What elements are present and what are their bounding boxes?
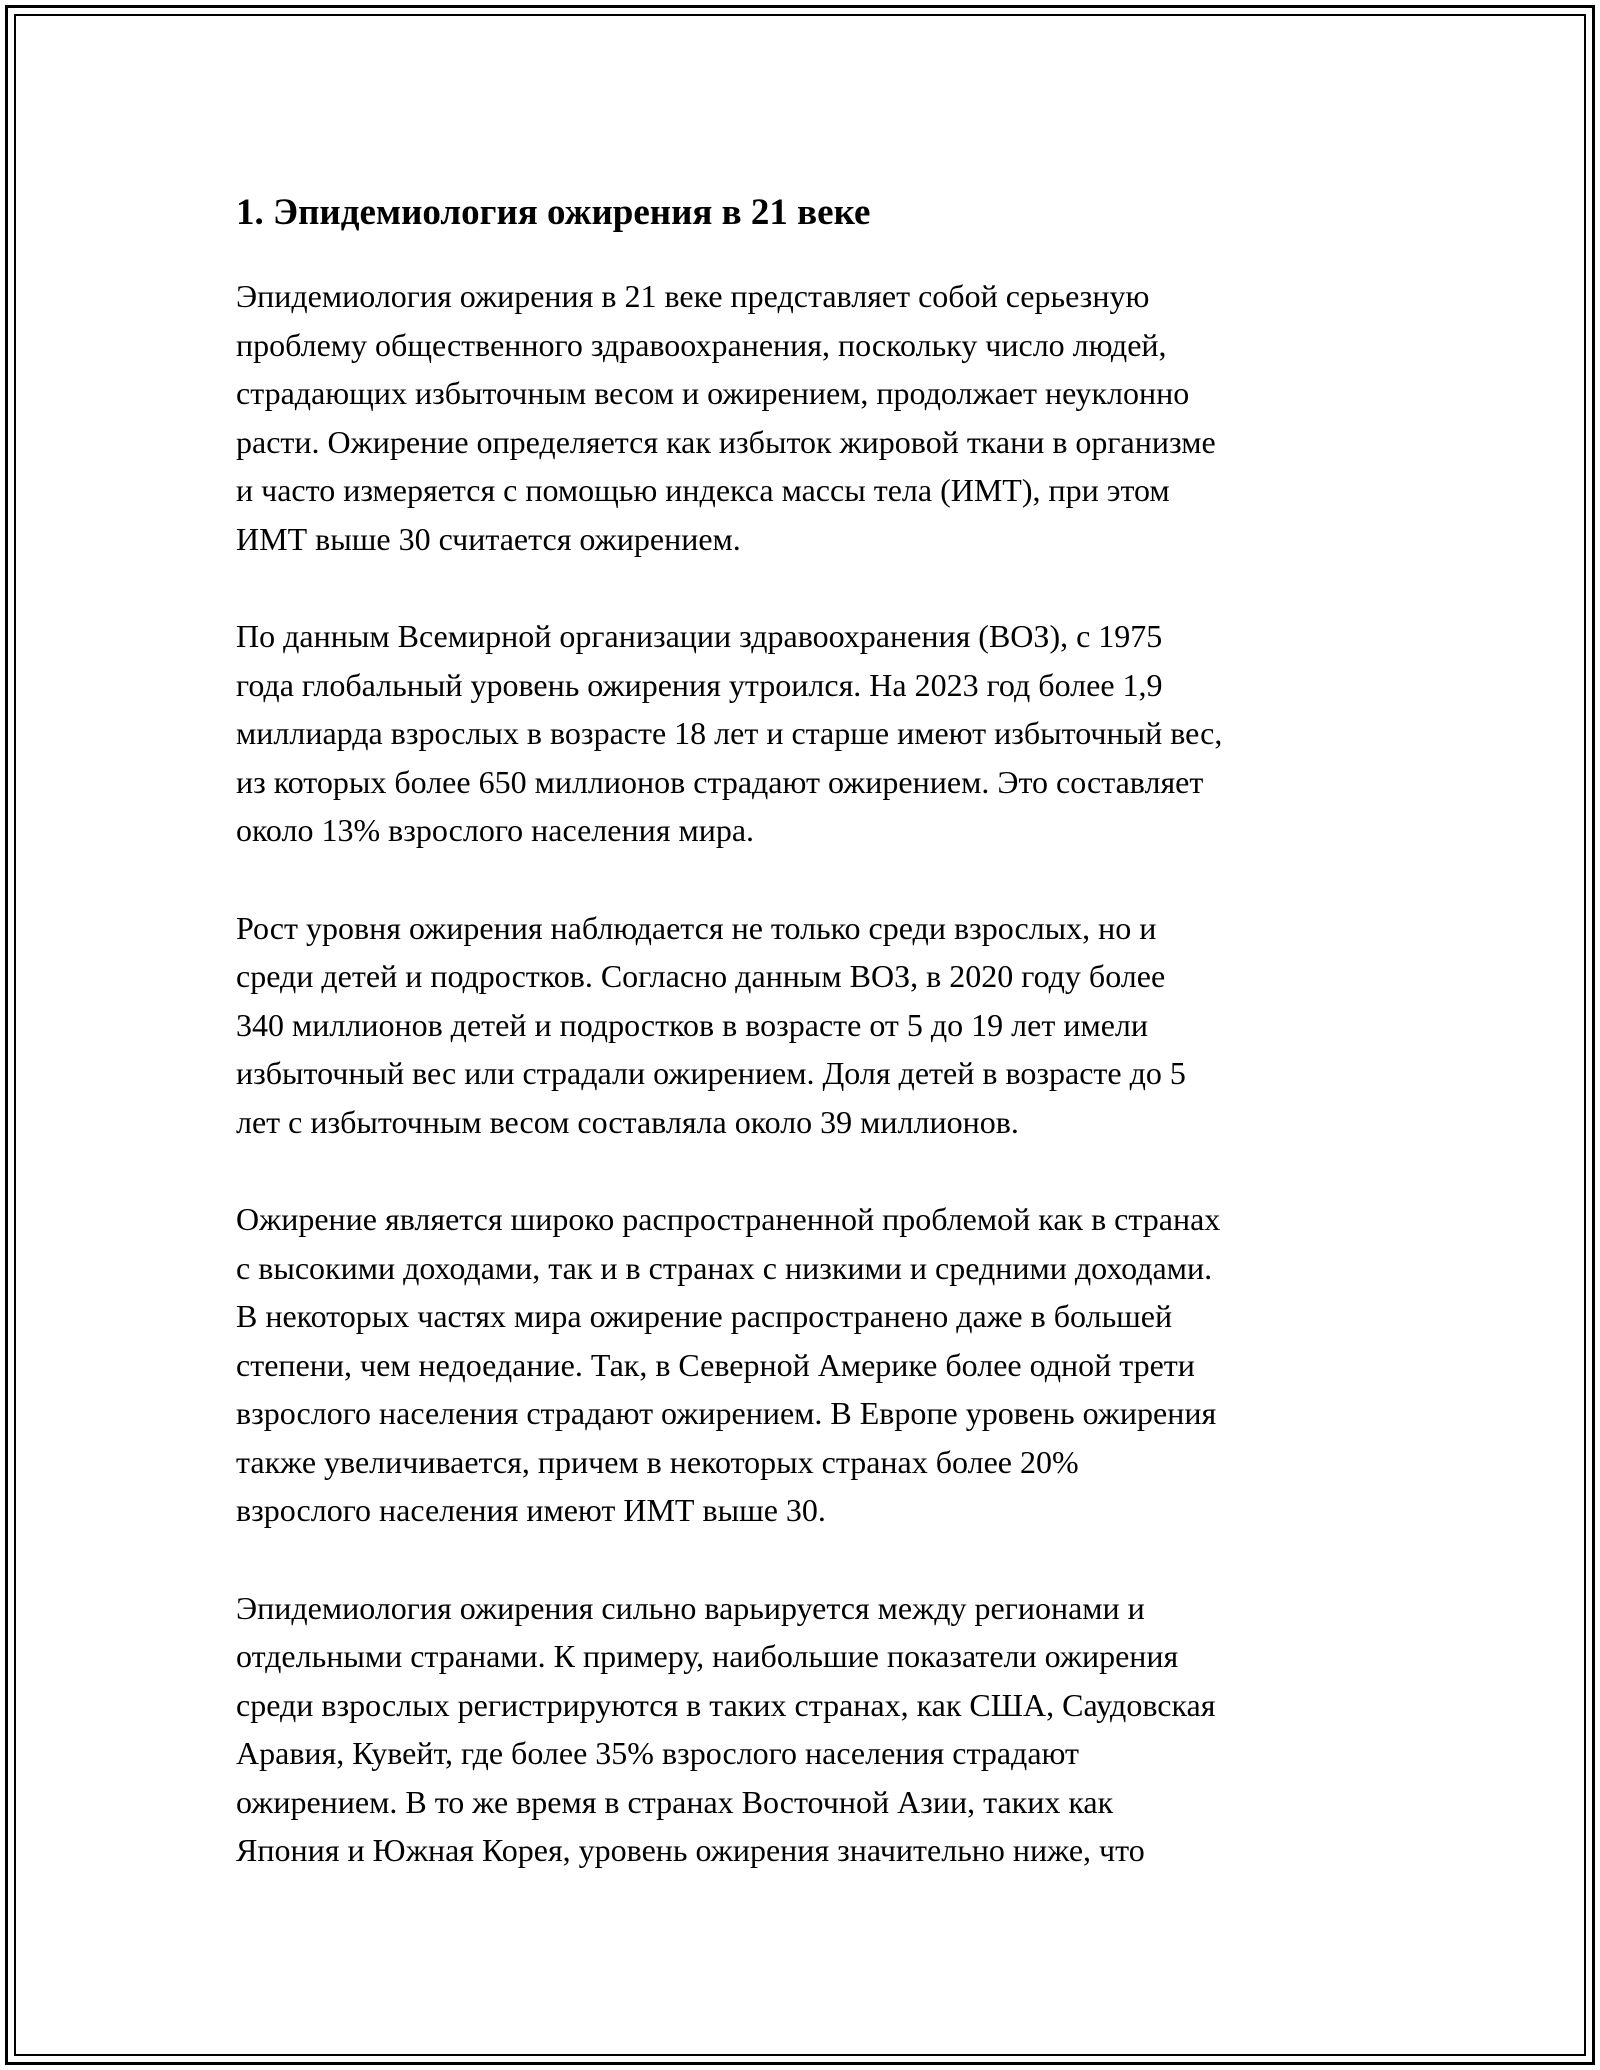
text-line: Аравия, Кувейт, где более 35% взрослого населения страдают [236, 1735, 1079, 1771]
text-line: 340 миллионов детей и подростков в возрасте от 5 до 19 лет имели [236, 1006, 1148, 1043]
text-line: года глобальный уровень ожирения утроился. На 2023 год более 1,9 [236, 666, 1163, 703]
paragraph-3 [236, 904, 1376, 1147]
paragraph-5 [236, 1584, 1376, 1875]
text-line: также увеличивается, причем в некоторых странах более 20% [236, 1443, 1079, 1480]
paragraph-4 [236, 1195, 1376, 1535]
section-heading: 1. Эпидемиология ожирения в 21 веке [236, 192, 871, 233]
text-line: страдающих избыточным весом и ожирением, продолжает неуклонно [236, 375, 1190, 411]
document-body [236, 188, 1376, 1924]
text-line: Рост уровня ожирения наблюдается не только среди взрослых, но и [236, 909, 1157, 946]
text-line: По данным Всемирной организации здравоохранения (ВОЗ), с 1975 [236, 618, 1163, 654]
text-line: степени, чем недоедание. Так, в Северной Америке более одной трети [236, 1346, 1195, 1383]
text-line: взрослого населения имеют ИМТ выше 30. [236, 1492, 826, 1528]
text-line: избыточный вес или страдали ожирением. Доля детей в возрасте до 5 [236, 1055, 1186, 1091]
text-line: взрослого населения страдают ожирением. В Европе уровень ожирения [236, 1395, 1217, 1431]
text-line: Эпидемиология ожирения сильно варьируется между регионами и [236, 1589, 1145, 1626]
text-line: миллиарда взрослых в возрасте 18 лет и старше имеют избыточный вес, [236, 715, 1223, 751]
text-line: Ожирение является широко распространенной проблемой как в странах [236, 1201, 1221, 1237]
text-line: Япония и Южная Корея, уровень ожирения значительно ниже, что [236, 1832, 1145, 1868]
text-line: около 13% взрослого населения мира. [236, 812, 755, 848]
text-line: среди детей и подростков. Согласно данным ВОЗ, в 2020 году более [236, 958, 1166, 994]
text-line: из которых более 650 миллионов страдают ожирением. Это составляет [236, 763, 1204, 800]
text-line: Эпидемиология ожирения в 21 веке представляет собой серьезную [236, 278, 1150, 314]
text-line: ИМТ выше 30 считается ожирением. [236, 520, 741, 557]
paragraph-1 [236, 272, 1376, 563]
text-line: с высокими доходами, так и в странах с низкими и средними доходами. [236, 1249, 1213, 1286]
text-line: В некоторых частях мира ожирение распространено даже в большей [236, 1298, 1173, 1334]
text-line: и часто измеряется с помощью индекса массы тела (ИМТ), при этом [236, 472, 1170, 508]
text-line: среди взрослых регистрируются в таких странах, как США, Саудовская [236, 1686, 1216, 1723]
text-line: лет с избыточным весом составляла около 39 миллионов. [236, 1103, 1019, 1140]
text-line: проблему общественного здравоохранения, поскольку число людей, [236, 326, 1167, 363]
text-line: отдельными странами. К примеру, наибольшие показатели ожирения [236, 1638, 1179, 1674]
paragraph-2 [236, 612, 1376, 855]
text-line: расти. Ожирение определяется как избыток жировой ткани в организме [236, 423, 1216, 460]
text-line: ожирением. В то же время в странах Восточной Азии, таких как [236, 1783, 1114, 1820]
